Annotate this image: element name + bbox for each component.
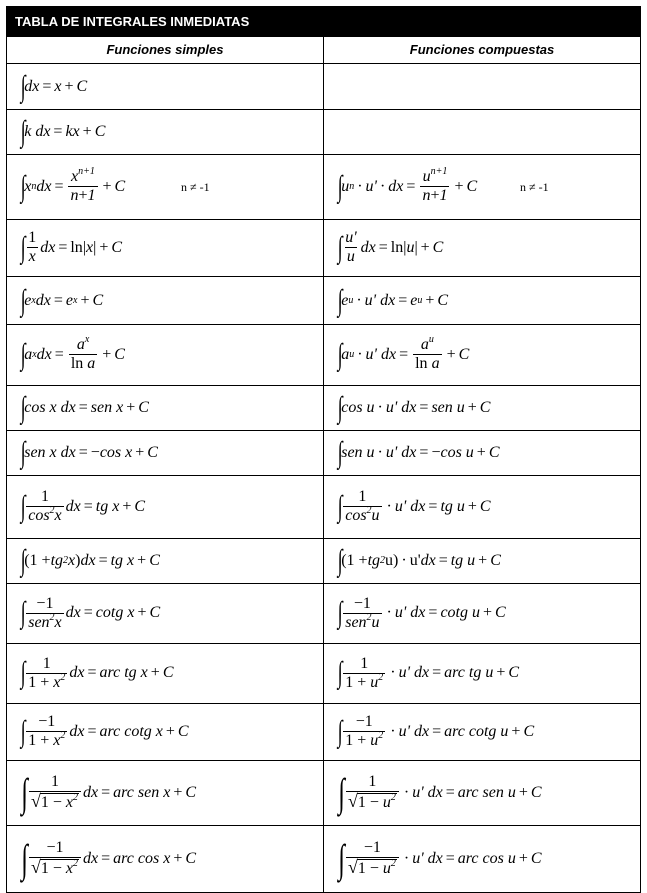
table-row xyxy=(7,476,640,539)
formula-compound: ∫ a u · u' dx = $\frac{a^u}{\text{ln a}}$ + C xyxy=(337,334,470,373)
table-title: TABLA DE INTEGRALES INMEDIATAS xyxy=(7,7,640,37)
formula-compound: ∫ (1 + tg 2 u) · u' dx = tg u + C xyxy=(337,544,501,577)
formula-compound: ∫ $\frac{1}{\cos^2u}$ · u' dx = tg u + C xyxy=(337,488,491,525)
formula-simple: ∫ cos x dx = sen x + C xyxy=(7,386,324,430)
formula-simple: ∫ k dx = kx + C xyxy=(7,110,324,154)
table-row xyxy=(7,220,640,277)
formula-compound xyxy=(324,110,640,154)
formula-compound xyxy=(324,64,640,109)
formula-simple: ∫ dx = x + C xyxy=(7,64,324,109)
formula-simple: ∫ a x dx = $\frac{a^x}{\text{ln a}}$ + C xyxy=(7,325,324,385)
table-row xyxy=(7,431,640,476)
formula-compound: ∫ e u · u' dx = e u + C xyxy=(337,283,449,317)
formula-simple: ∫ $\frac{1}{1 + x^2}$ dx = arc tg x + C xyxy=(7,644,324,703)
formula-simple: ∫ $\frac{1}{\cos^2x}$ dx = tg x + C xyxy=(7,476,324,538)
formula-compound: ∫ $\frac{1}{1 + u^2}$ · u' dx = arc tg u + C xyxy=(337,654,520,691)
table-row xyxy=(7,584,640,644)
formula-compound: ∫ sen u · u' dx = − cos u + C xyxy=(337,436,500,469)
formula-compound: ∫ $\frac{-1}{1 + u^2}$ · u' dx = arc cotg u + C xyxy=(337,713,535,750)
formula-compound: ∫ $\frac{1}{√1 - u^2}$ · u' dx = arc sen u + C xyxy=(338,770,542,815)
table-row xyxy=(7,826,640,892)
table-row xyxy=(7,64,640,110)
condition-note: n ≠ -1 xyxy=(520,179,549,194)
formula-compound: ∫ $\frac{-1}{sen^2u}$ · u' dx = cotg u + C xyxy=(337,594,506,631)
table-row xyxy=(7,386,640,431)
formula-compound: ∫ $\frac{-1}{√1 - u^2}$ · u' dx = arc cos u + C xyxy=(338,836,542,881)
table-row xyxy=(7,325,640,386)
formula-simple: ∫ x n dx = $\frac{x^{n+1}}{n+1}$ + C n ≠ -1 xyxy=(7,155,324,219)
formula-compound: ∫ u n · u' · dx = $\frac{u^{n+1}}{n+1}$ + C n ≠ -1 xyxy=(337,166,549,205)
formula-simple: ∫ $\frac{-1}{sen^2x}$ dx = cotg x + C xyxy=(7,584,324,643)
formula-simple: ∫ $\frac{-1}{√1 - x^2}$ dx = arc cos x + C xyxy=(7,826,324,892)
integral-table xyxy=(6,6,641,893)
table-row xyxy=(7,704,640,761)
formula-simple: ∫ $\frac{-1}{1 + x^2}$ dx = arc cotg x + C xyxy=(7,704,324,760)
header-compound: Funciones compuestas xyxy=(409,42,555,57)
formula-simple: ∫ e x dx = e x + C xyxy=(7,277,324,324)
header-simple: Funciones simples xyxy=(7,37,324,63)
table-header-row xyxy=(7,37,640,64)
formula-compound: ∫ $\frac{u'}{u}$ dx = ln | u | + C xyxy=(337,229,444,266)
table-row xyxy=(7,277,640,325)
table-row xyxy=(7,155,640,220)
formula-simple: ∫ $\frac{1}{√1 - x^2}$ dx = arc sen x + C xyxy=(7,761,324,825)
formula-simple: ∫ (1 + tg 2 x ) dx = tg x + C xyxy=(7,539,324,583)
table-row xyxy=(7,644,640,704)
table-row xyxy=(7,110,640,155)
formula-simple: ∫ sen x dx = − cos x + C xyxy=(7,431,324,475)
table-row xyxy=(7,761,640,826)
formula-simple: ∫ $\frac{1}{x}$ dx = ln | x | + C xyxy=(7,220,324,276)
table-row xyxy=(7,539,640,584)
formula-compound: ∫ cos u · u' dx = sen u + C xyxy=(337,391,491,424)
condition-note: n ≠ -1 xyxy=(181,179,210,194)
